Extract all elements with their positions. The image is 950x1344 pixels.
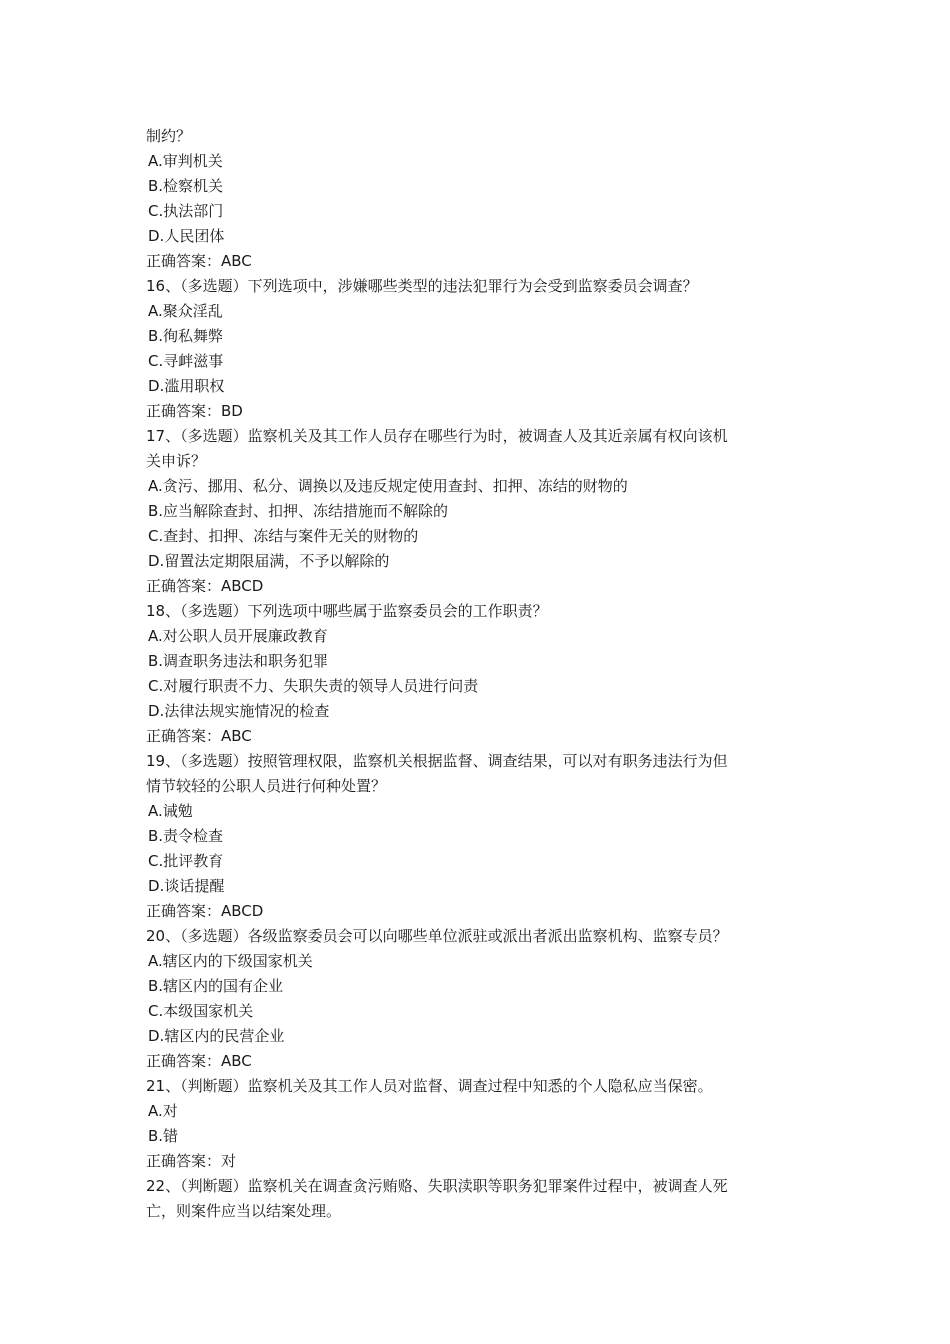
answer-option: D.谈话提醒 [148,877,225,895]
answer-option: D.法律法规实施情况的检查 [148,702,330,720]
answer-option: A.审判机关 [148,152,223,170]
answer-option: B.错 [148,1127,179,1145]
correct-answer: 正确答案：ABC [146,727,252,745]
question-text: 17、（多选题）监察机关及其工作人员存在哪些行为时，被调查人及其近亲属有权向该机 [146,427,728,445]
question-text: 21、（判断题）监察机关及其工作人员对监督、调查过程中知悉的个人隐私应当保密。 [146,1077,713,1095]
answer-option: A.对公职人员开展廉政教育 [148,627,328,645]
correct-answer: 正确答案：BD [146,402,243,420]
answer-option: C.批评教育 [148,852,224,870]
question-list [146,124,816,1224]
correct-answer: 正确答案：ABCD [146,577,264,595]
question-text: 制约？ [146,127,192,145]
question-text: 19、（多选题）按照管理权限，监察机关根据监督、调查结果，可以对有职务违法行为但 [146,752,728,770]
question-text: 亡，则案件应当以结案处理。 [146,1202,342,1220]
answer-option: D.留置法定期限届满，不予以解除的 [148,552,390,570]
question-text: 22、（判断题）监察机关在调查贪污贿赂、失职渎职等职务犯罪案件过程中，被调查人死 [146,1177,728,1195]
correct-answer: 正确答案：ABCD [146,902,264,920]
answer-option: A.对 [148,1102,178,1120]
answer-option: D.滥用职权 [148,377,225,395]
correct-answer: 正确答案：ABC [146,1052,252,1070]
answer-option: B.徇私舞弊 [148,327,224,345]
correct-answer: 正确答案：ABC [146,252,252,270]
answer-option: B.责令检查 [148,827,224,845]
answer-option: C.查封、扣押、冻结与案件无关的财物的 [148,527,419,545]
question-text: 20、（多选题）各级监察委员会可以向哪些单位派驻或派出者派出监察机构、监察专员？ [146,927,728,945]
answer-option: A.贪污、挪用、私分、调换以及违反规定使用查封、扣押、冻结的财物的 [148,477,628,495]
answer-option: C.寻衅滋事 [148,352,224,370]
answer-option: C.本级国家机关 [148,1002,254,1020]
question-text: 情节较轻的公职人员进行何种处置？ [146,777,387,795]
answer-option: C.对履行职责不力、失职失责的领导人员进行问责 [148,677,479,695]
answer-option: B.辖区内的国有企业 [148,977,284,995]
answer-option: D.辖区内的民营企业 [148,1027,285,1045]
answer-option: A.辖区内的下级国家机关 [148,952,313,970]
question-text: 关申诉？ [146,452,207,470]
correct-answer: 正确答案：对 [146,1152,237,1170]
question-text: 16、（多选题）下列选项中，涉嫌哪些类型的违法犯罪行为会受到监察委员会调查？ [146,277,698,295]
answer-option: B.调查职务违法和职务犯罪 [148,652,329,670]
answer-option: C.执法部门 [148,202,224,220]
answer-option: D.人民团体 [148,227,225,245]
answer-option: A.聚众淫乱 [148,302,223,320]
answer-option: B.检察机关 [148,177,224,195]
question-text: 18、（多选题）下列选项中哪些属于监察委员会的工作职责？ [146,602,548,620]
answer-option: B.应当解除查封、扣押、冻结措施而不解除的 [148,502,449,520]
answer-option: A.诫勉 [148,802,193,820]
